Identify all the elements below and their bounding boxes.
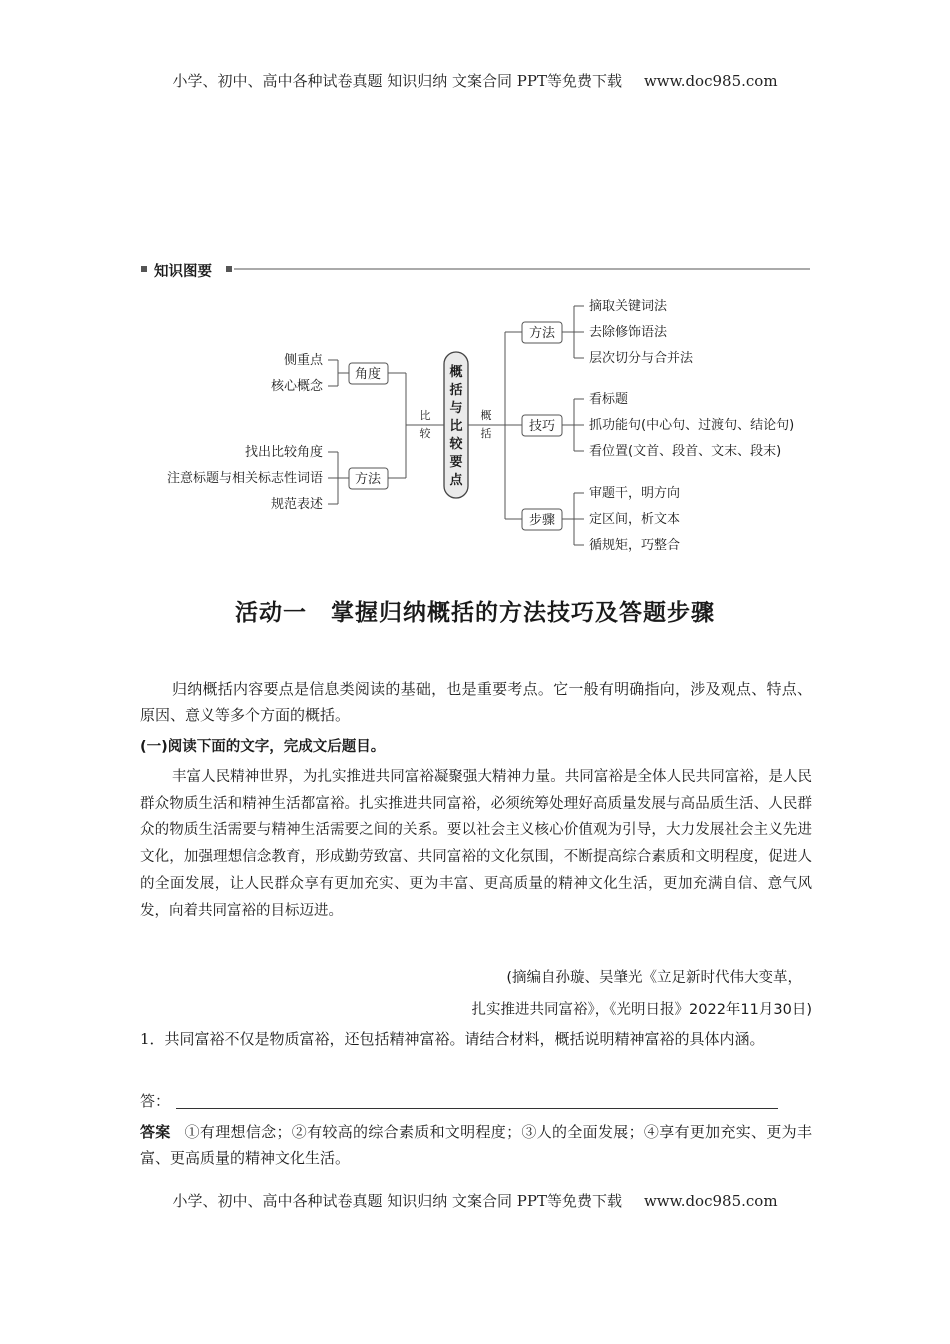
header-text: 小学、初中、高中各种试卷真题 知识归纳 文案合同 PPT等免费下载 bbox=[172, 72, 622, 90]
right-group-label-skill: 技巧 bbox=[528, 419, 556, 434]
right-branch-steps bbox=[562, 493, 584, 545]
left-item-method-1: 找出比较角度 bbox=[244, 445, 323, 460]
left-item-method-2: 注意标题与相关标志性词语 bbox=[166, 471, 323, 486]
right-item-method-1: 摘取关键词法 bbox=[589, 299, 668, 314]
right-item-steps-3: 循规矩，巧整合 bbox=[589, 538, 681, 553]
right-group-label-method: 方法 bbox=[528, 326, 556, 341]
footer-site: www.doc985.com bbox=[643, 1192, 778, 1210]
intro-paragraph: 归纳概括内容要点是信息类阅读的基础，也是重要考点。它一般有明确指向，涉及观点、特点、原因、意义等多个方面的概括。 bbox=[140, 680, 812, 724]
right-item-skill-2: 抓功能句(中心句、过渡句、结论句) bbox=[589, 418, 795, 433]
knowledge-map-heading: 知识图要 bbox=[154, 264, 212, 280]
center-char-4: 比 bbox=[449, 419, 463, 434]
answer-prompt: 答： bbox=[140, 1092, 171, 1110]
right-item-steps-1: 审题干，明方向 bbox=[589, 486, 681, 501]
right-link-char-1: 概 bbox=[480, 409, 492, 422]
center-char-2: 括 bbox=[449, 383, 463, 398]
left-group-label-angle: 角度 bbox=[354, 367, 382, 382]
footer-text: 小学、初中、高中各种试卷真题 知识归纳 文案合同 PPT等免费下载 bbox=[172, 1192, 622, 1210]
section-title: (一)阅读下面的文字，完成文后题目。 bbox=[140, 739, 386, 755]
center-char-3: 与 bbox=[449, 401, 463, 416]
right-branch-method bbox=[562, 306, 584, 358]
header-site: www.doc985.com bbox=[643, 72, 778, 90]
question-1: 1．共同富裕不仅是物质富裕，还包括精神富裕。请结合材料，概括说明精神富裕的具体内涵。 bbox=[140, 1030, 765, 1048]
left-trunk bbox=[388, 373, 444, 478]
center-char-6: 要 bbox=[449, 455, 463, 470]
center-char-5: 较 bbox=[449, 437, 463, 452]
left-link-char-2: 较 bbox=[419, 427, 431, 440]
left-item-method-3: 规范表述 bbox=[270, 497, 323, 512]
source-line-1: (摘编自孙璇、吴肇光《立足新时代伟大变革， bbox=[506, 970, 802, 986]
center-char-7: 点 bbox=[449, 473, 463, 488]
knowledge-map bbox=[0, 0, 950, 600]
answer-line bbox=[140, 1090, 780, 1111]
page-footer bbox=[0, 1190, 950, 1211]
right-branch-skill bbox=[562, 399, 584, 451]
left-branch-angle bbox=[328, 360, 349, 386]
right-item-skill-1: 看标题 bbox=[589, 392, 629, 407]
left-group-label-method: 方法 bbox=[354, 472, 382, 487]
right-group-label-steps: 步骤 bbox=[528, 513, 556, 528]
source-line-2: 扎实推进共同富裕》，《光明日报》2022年11月30日) bbox=[471, 1002, 812, 1018]
right-item-method-3: 层次切分与合并法 bbox=[589, 351, 694, 366]
left-item-angle-2: 核心概念 bbox=[270, 379, 323, 394]
heading-bullet-right bbox=[226, 266, 232, 272]
activity-title: 活动一 掌握归纳概括的方法技巧及答题步骤 bbox=[235, 600, 715, 626]
left-branch-method bbox=[328, 452, 349, 504]
right-link-char-2: 括 bbox=[480, 427, 492, 440]
answer-text: ①有理想信念；②有较高的综合素质和文明程度；③人的全面发展；④享有更加充实、更为丰富、更高质量的精神文化生活。 bbox=[140, 1123, 812, 1167]
right-item-method-2: 去除修饰语法 bbox=[589, 325, 668, 340]
answer-label: 答案 bbox=[140, 1123, 171, 1141]
left-item-angle-1: 侧重点 bbox=[283, 353, 323, 368]
reading-passage: 丰富人民精神世界，为扎实推进共同富裕凝聚强大精神力量。共同富裕是全体人民共同富裕，是人民群众物质生活和精神生活都富裕。扎实推进共同富裕，必须统筹处理好高质量发展与高品质生活、人民群众的物质生活需要与精神生活需要之间的关系。要以社会主义核心价值观为引导，大力发展社会主义先进文化，加强理想信念教育，形成勤劳致富、共同富裕的文化氛围，不断提高综合素质和文明程度，促进人的全面发展，让人民群众享有更加充实、更为丰富、更高质量的精神文化生活，更加充满自信、意气风发，向着共同富裕的目标迈进。 bbox=[140, 769, 812, 919]
right-trunk bbox=[468, 332, 522, 519]
right-item-steps-2: 定区间，析文本 bbox=[589, 512, 681, 527]
answer-block bbox=[140, 1119, 812, 1171]
left-link-char-1: 比 bbox=[419, 409, 431, 422]
center-char-1: 概 bbox=[449, 365, 463, 380]
answer-blank bbox=[176, 1108, 778, 1109]
heading-bullet-left bbox=[141, 266, 147, 272]
right-item-skill-3: 看位置(文首、段首、文末、段末) bbox=[589, 444, 782, 459]
